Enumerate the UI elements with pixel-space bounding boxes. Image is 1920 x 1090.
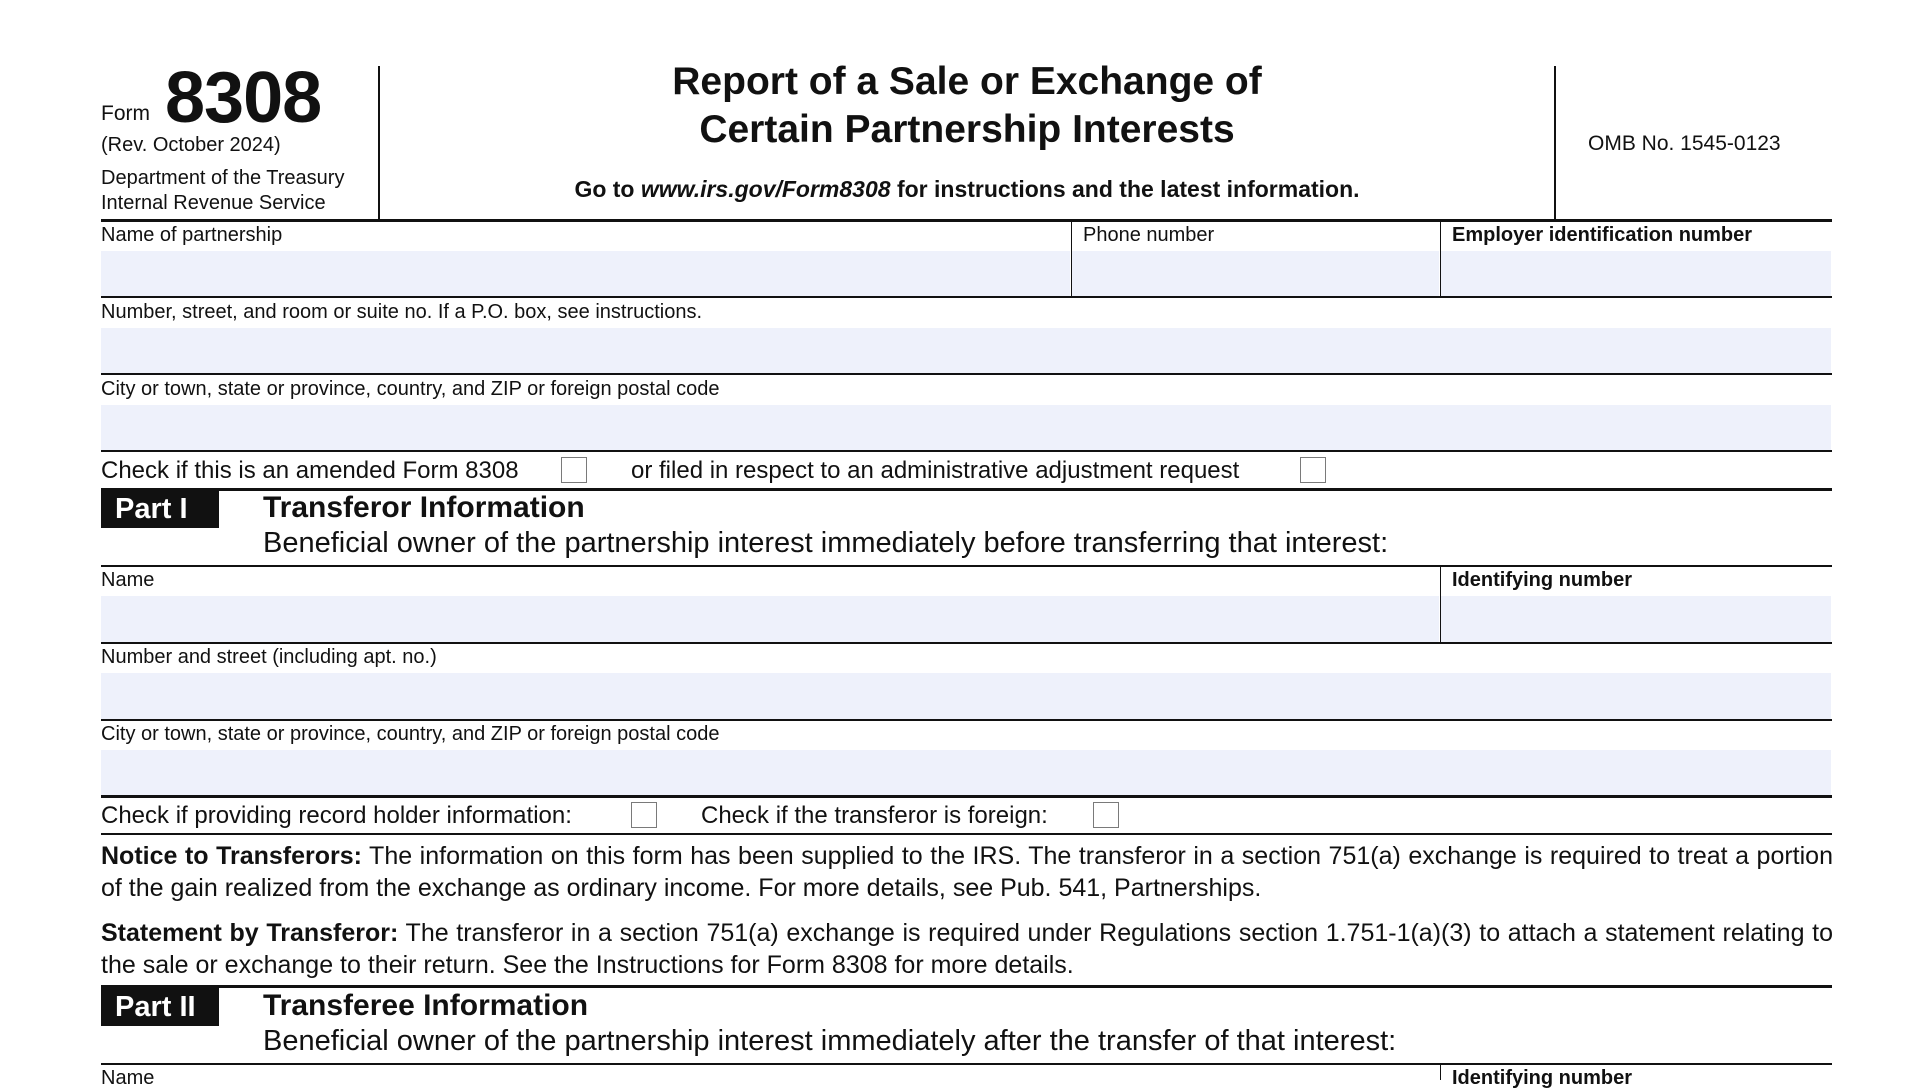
partnership-name-label: Name of partnership — [101, 224, 283, 246]
instructions-line — [382, 176, 1552, 203]
amended-checkbox-label: Check if this is an amended Form 8308 — [101, 457, 519, 484]
notice-heading: Notice to Transferors: — [101, 842, 362, 870]
row-rule — [101, 1063, 1832, 1065]
header-divider-right — [1554, 66, 1556, 220]
form-id-block — [101, 58, 379, 218]
row-rule — [101, 450, 1832, 452]
transferor-street-label: Number and street (including apt. no.) — [101, 646, 437, 668]
notice-text: The information on this form has been supplied to the IRS. The transferor in a section 751(a) exchange is required to treat a portion of the gain realized from the exchange as ordinary income. For more details, see Pub. 541, Partnerships. — [101, 842, 1833, 902]
ein-label: Employer identification number — [1452, 224, 1753, 246]
ein-field[interactable] — [1441, 251, 1831, 297]
record-holder-checkbox-label: Check if providing record holder information: — [101, 802, 572, 829]
part1-title: Transferor Information — [263, 491, 585, 524]
omb-number: OMB No. 1545-0123 — [1588, 132, 1781, 155]
header-divider-left — [378, 66, 380, 220]
row-rule — [101, 795, 1832, 798]
foreign-transferor-checkbox-label: Check if the transferor is foreign: — [701, 802, 1048, 829]
transferor-city-field[interactable] — [101, 750, 1831, 796]
goto-prefix: Go to — [574, 176, 641, 202]
form-revision: (Rev. October 2024) — [101, 134, 281, 156]
goto-suffix: for instructions and the latest information. — [890, 176, 1360, 202]
transferor-street-field[interactable] — [101, 673, 1831, 719]
section-rule — [101, 985, 1832, 988]
department-name: Department of the Treasury — [101, 167, 345, 189]
statement-text: The transferor in a section 751(a) exchange is required under Regulations section 1.751-1(a)(3) to attach a statement relating to the sale or exchange to their return. See the Instructions for Form 8308 for more details. — [101, 919, 1833, 979]
form-title-line2: Certain Partnership Interests — [699, 108, 1235, 151]
form-title-line1: Report of a Sale or Exchange of — [672, 60, 1262, 103]
record-holder-checkbox[interactable] — [631, 802, 657, 828]
form-title-block — [382, 58, 1552, 203]
row-rule — [101, 565, 1832, 567]
agency-block — [101, 166, 344, 216]
transferee-id-label: Identifying number — [1452, 1067, 1632, 1089]
statement-by-transferor — [101, 917, 1833, 981]
header-bottom-rule — [101, 219, 1832, 222]
part1-tag: Part I — [101, 490, 219, 528]
row-rule — [101, 373, 1832, 375]
partnership-city-label: City or town, state or province, country, and ZIP or foreign postal code — [101, 378, 720, 400]
transferor-name-field[interactable] — [101, 596, 1439, 642]
partnership-name-field[interactable] — [101, 251, 1070, 297]
partnership-street-field[interactable] — [101, 328, 1831, 374]
part1-subtitle: Beneficial owner of the partnership interest immediately before transferring that interest: — [263, 527, 1389, 559]
row-rule — [101, 833, 1832, 835]
form-number: 8308 — [165, 58, 322, 138]
phone-number-label: Phone number — [1083, 224, 1215, 246]
statement-heading: Statement by Transferor: — [101, 919, 399, 947]
admin-adjustment-checkbox-label: or filed in respect to an administrative adjustment request — [631, 457, 1240, 484]
transferee-name-label: Name — [101, 1067, 155, 1089]
transferor-city-label: City or town, state or province, country, and ZIP or foreign postal code — [101, 723, 720, 745]
admin-adjustment-checkbox[interactable] — [1300, 457, 1326, 483]
foreign-transferor-checkbox[interactable] — [1093, 802, 1119, 828]
form-word: Form — [101, 102, 150, 125]
transferor-id-label: Identifying number — [1452, 569, 1632, 591]
phone-number-field[interactable] — [1072, 251, 1439, 297]
row-rule — [101, 719, 1832, 721]
instructions-link[interactable]: www.irs.gov/Form8308 — [640, 176, 891, 202]
notice-to-transferors — [101, 840, 1833, 904]
part2-tag: Part II — [101, 988, 219, 1026]
service-name: Internal Revenue Service — [101, 192, 326, 214]
transferor-name-label: Name — [101, 569, 155, 591]
amended-checkbox[interactable] — [561, 457, 587, 483]
transferor-id-field[interactable] — [1441, 596, 1831, 642]
part2-subtitle: Beneficial owner of the partnership interest immediately after the transfer of that interest: — [263, 1025, 1397, 1057]
part2-title: Transferee Information — [263, 989, 589, 1022]
partnership-street-label: Number, street, and room or suite no. If a P.O. box, see instructions. — [101, 301, 703, 323]
partnership-city-field[interactable] — [101, 405, 1831, 451]
row-rule — [101, 296, 1832, 298]
row-rule — [101, 642, 1832, 644]
field-divider — [1440, 1065, 1441, 1080]
